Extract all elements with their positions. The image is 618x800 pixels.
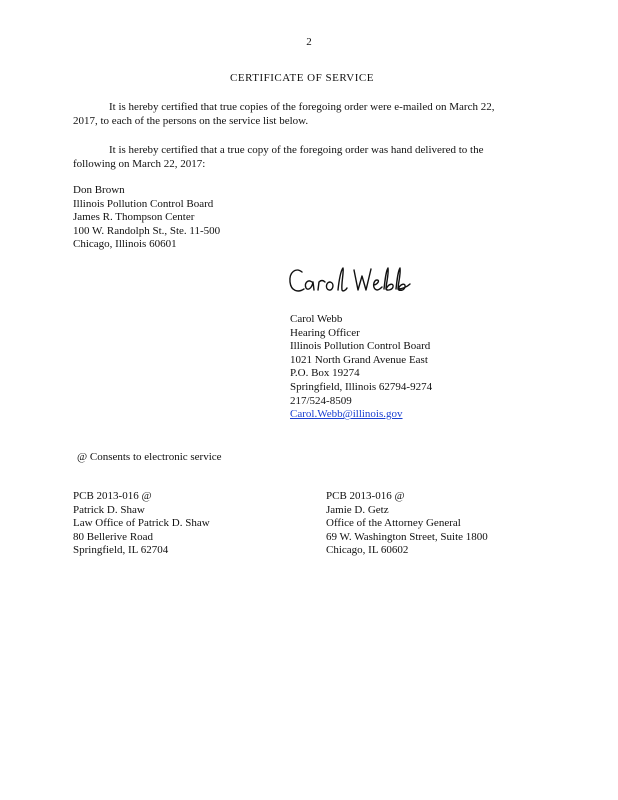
recipient-org: Illinois Pollution Control Board [73, 197, 214, 210]
service-name: Patrick D. Shaw [73, 503, 145, 516]
service-list-entry [73, 490, 210, 558]
recipient-street: 100 W. Randolph St., Ste. 11-500 [73, 224, 221, 237]
recipient-name: Don Brown [73, 184, 125, 196]
signer-name: Carol Webb [290, 313, 343, 325]
service-org: Law Office of Patrick D. Shaw [73, 517, 210, 530]
signer-email-link[interactable]: Carol.Webb@illinois.gov [290, 408, 403, 421]
signer-org: Illinois Pollution Control Board [290, 340, 431, 353]
service-case-number: PCB 2013-016 @ [73, 490, 152, 502]
para1-line1: It is hereby certified that true copies of the foregoing order were e-mailed on March 22, [109, 101, 495, 113]
handwritten-signature [286, 262, 416, 300]
hand-delivery-paragraph [73, 143, 523, 171]
service-org: Office of the Attorney General [326, 517, 461, 530]
signer-address-block [290, 313, 432, 422]
recipient-building: James R. Thompson Center [73, 211, 195, 224]
page-number: 2 [306, 36, 312, 48]
page-title: CERTIFICATE OF SERVICE [230, 72, 374, 84]
service-street: 69 W. Washington Street, Suite 1800 [326, 530, 488, 543]
service-street: 80 Bellerive Road [73, 530, 154, 543]
service-city: Springfield, IL 62704 [73, 544, 169, 557]
signer-pobox: P.O. Box 19274 [290, 367, 360, 380]
para2-line2: following on March 22, 2017: [73, 158, 206, 170]
recipient-address-block [73, 184, 220, 252]
service-list-entry [326, 490, 488, 558]
service-case-number: PCB 2013-016 @ [326, 490, 405, 502]
para1-line2: 2017, to each of the persons on the service list below. [73, 115, 309, 127]
signer-street: 1021 North Grand Avenue East [290, 353, 428, 366]
email-certification-paragraph [73, 100, 523, 128]
signer-city: Springfield, Illinois 62794-9274 [290, 380, 433, 393]
service-city: Chicago, IL 60602 [326, 544, 409, 557]
service-name: Jamie D. Getz [326, 503, 389, 516]
signer-title: Hearing Officer [290, 326, 360, 339]
para2-line1: It is hereby certified that a true copy of the foregoing order was hand delivered to the [109, 144, 484, 156]
signer-phone: 217/524-8509 [290, 394, 352, 407]
consent-note: @ Consents to electronic service [77, 451, 222, 463]
recipient-city: Chicago, Illinois 60601 [73, 238, 177, 251]
